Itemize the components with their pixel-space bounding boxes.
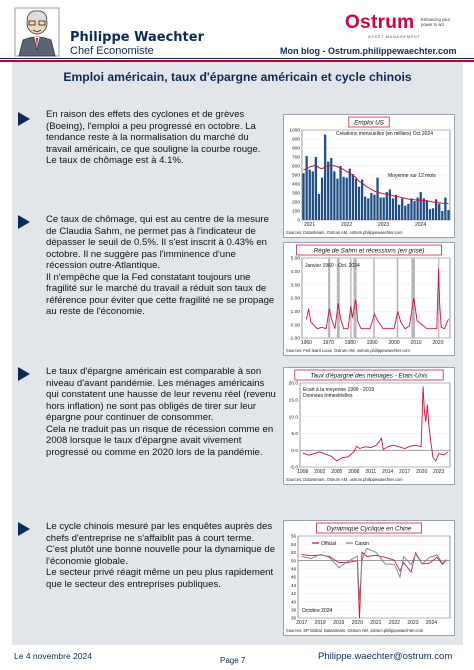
data-bar — [389, 189, 391, 220]
x-tick-label: 2017 — [296, 620, 308, 626]
x-tick-label: 2022 — [388, 620, 400, 626]
x-tick-label: 2024 — [425, 620, 438, 626]
y-tick-label: 4.00 — [290, 270, 300, 276]
y-tick-label: 100 — [291, 209, 300, 215]
data-bar — [327, 162, 329, 221]
x-tick-label: 1960 — [300, 340, 312, 346]
content-panel — [12, 62, 463, 645]
data-bar — [379, 198, 381, 221]
data-bar — [309, 170, 311, 220]
section-2-text — [46, 214, 276, 318]
y-tick-label: 900 — [291, 137, 300, 143]
y-tick-label: 200 — [291, 200, 300, 206]
chart-title: Règle de Sahm et récessions (en grisé) — [313, 247, 425, 255]
data-bar — [441, 211, 443, 220]
data-bar — [426, 200, 428, 220]
chart-source: Sources: Datastream, Ostrum AM, ostrum.philippewaechter.com — [286, 477, 403, 482]
section-1-text — [46, 109, 276, 167]
data-bar — [404, 206, 406, 220]
chart-source: Sources: Fed Saint Louis, Ostrum AM, ostrum.philippewaechter.com — [286, 348, 410, 353]
chart-title: Taux d'épargne des ménages - Etats-Unis — [310, 372, 428, 380]
y-tick-label: 54 — [290, 541, 296, 547]
y-tick-label: 38 — [290, 607, 296, 613]
y-tick-label: -1.00 — [289, 336, 300, 342]
y-tick-label: 52 — [290, 550, 296, 556]
y-tick-label: 800 — [291, 146, 300, 152]
data-bar — [407, 204, 409, 220]
data-bar — [364, 197, 366, 220]
data-bar — [358, 187, 360, 220]
y-tick-label: 400 — [291, 182, 300, 188]
section-1-para-1: En raison des effets des cyclones et de grèves (Boeing), l'emploi a peu progressé en octobre. La tendance reste à la normalisation du marché du travail américain, ce que souligne la courbe rouge. — [46, 109, 261, 155]
data-bar — [321, 178, 323, 220]
chart-sahm-rule — [283, 242, 455, 356]
data-bar — [339, 166, 341, 220]
bullet-arrow-icon — [18, 112, 30, 126]
section-4-para-1: Le cycle chinois mesuré par les enquêtes auprès des chefs d'entreprise ne s'affaiblit pas à court terme. — [46, 521, 273, 544]
x-tick-label: 2021 — [304, 222, 316, 228]
data-bar — [401, 198, 403, 220]
x-tick-label: 2002 — [314, 469, 326, 475]
section-3-text — [46, 366, 276, 458]
chart-china-cycle-svg — [284, 521, 454, 635]
y-tick-label: 5.00 — [290, 256, 300, 262]
chart-emploi-us-svg — [284, 115, 454, 237]
data-bar — [355, 179, 357, 220]
y-tick-label: 300 — [291, 191, 300, 197]
data-bar — [429, 209, 431, 220]
chart-annotation: Ecart à la moyenne 1999 - 2019 — [303, 387, 375, 393]
x-tick-label: 2020 — [416, 469, 428, 475]
data-bar — [342, 177, 344, 220]
y-tick-label: 600 — [291, 164, 300, 170]
y-tick-label: 0.00 — [290, 323, 300, 329]
data-bar — [383, 198, 385, 221]
y-tick-label: 20.0 — [288, 381, 298, 387]
data-bar — [330, 158, 332, 220]
chart-title: Dynamique Cyclique en Chine — [326, 525, 412, 533]
x-tick-label: 1970 — [322, 340, 334, 346]
author-role: Chef Economiste — [70, 45, 154, 57]
data-bar — [444, 198, 446, 221]
x-tick-label: 2017 — [399, 469, 411, 475]
author-avatar-icon — [14, 7, 60, 57]
y-tick-label: 0.0 — [291, 448, 298, 454]
y-tick-label: 0 — [297, 218, 300, 224]
data-bar — [432, 208, 434, 220]
chart-sahm-rule-svg — [284, 243, 454, 355]
data-bar — [410, 198, 412, 220]
section-3-para-2: Cela ne traduit pas un risque de récession comme en 2008 lorsque le taux d'épargne avait vivement progressé ou comme en 2020 lors de la pandémie. — [46, 423, 274, 458]
x-tick-label: 2021 — [370, 620, 382, 626]
data-bar — [361, 180, 363, 221]
x-tick-label: 2018 — [314, 620, 326, 626]
x-tick-label: 2024 — [415, 222, 427, 228]
header-divider — [0, 58, 474, 59]
footer-page-number: Page 7 — [220, 656, 246, 665]
data-bar — [413, 201, 415, 220]
data-bar — [315, 157, 317, 220]
x-tick-label: 2014 — [382, 469, 394, 475]
data-bar — [373, 195, 375, 220]
blog-link[interactable]: Mon blog - Ostrum.philippewaechter.com — [280, 46, 457, 56]
ostrum-logo-subtitle: ASSET MANAGEMENT — [368, 34, 421, 39]
x-tick-label: 2023 — [433, 469, 445, 475]
ostrum-tagline: Enhancing your power to act — [421, 17, 451, 27]
section-1-para-2: Le taux de chômage est à 4.1%. — [46, 155, 184, 166]
legend-label: Official — [321, 541, 337, 547]
chart-annotation: Moyenne sur 12 mois — [388, 173, 436, 179]
chart-emploi-us — [283, 114, 455, 238]
data-bar — [438, 204, 440, 220]
y-tick-label: 46 — [290, 574, 296, 580]
x-tick-label: 2022 — [341, 222, 353, 228]
data-bar — [420, 192, 422, 220]
x-tick-label: 2019 — [333, 620, 345, 626]
x-tick-label: 2005 — [331, 469, 343, 475]
data-bar — [324, 135, 326, 221]
y-tick-label: 1.00 — [290, 310, 300, 316]
footer-email[interactable]: Philippe.waechter@ostrum.com — [318, 651, 453, 662]
y-tick-label: 42 — [290, 591, 296, 597]
data-bar — [416, 198, 418, 221]
y-tick-label: 56 — [290, 533, 296, 539]
legend-label: Caixin — [355, 541, 369, 547]
data-bar — [336, 179, 338, 220]
data-bar — [352, 174, 354, 220]
data-bar — [312, 171, 314, 220]
x-tick-label: 2008 — [348, 469, 360, 475]
x-tick-label: 1980 — [344, 340, 356, 346]
data-bar — [423, 198, 425, 220]
y-tick-label: 15.0 — [288, 398, 298, 404]
data-bar — [346, 178, 348, 220]
section-4-para-2: C'est plutôt une bonne nouvelle pour la dynamique de l'économie globale. — [46, 544, 276, 567]
data-bar — [447, 210, 449, 220]
data-bar — [302, 173, 304, 220]
bullet-arrow-icon — [18, 367, 30, 381]
chart-source: Sources: SP Global, Datastream, Ostrum AM, ostrum.philippewaechter.com — [286, 628, 424, 633]
x-tick-label: 2010 — [410, 340, 422, 346]
x-tick-label: 2023 — [407, 620, 419, 626]
chart-china-cycle — [283, 520, 455, 636]
page-title: Emploi américain, taux d'épargne américain et cycle chinois — [63, 70, 412, 84]
data-bar — [376, 178, 378, 220]
y-tick-label: 700 — [291, 155, 300, 161]
x-tick-label: 2020 — [432, 340, 444, 346]
y-tick-label: 1000 — [289, 128, 300, 134]
chart-savings-rate — [283, 367, 455, 485]
chart-annotation: Créations mensuelles (en milliers) Oct 2024 — [336, 131, 433, 137]
y-tick-label: 2.00 — [290, 296, 300, 302]
data-bar — [305, 156, 307, 220]
y-tick-label: 36 — [290, 615, 296, 621]
x-tick-label: 1999 — [297, 469, 309, 475]
footer-date: Le 4 novembre 2024 — [14, 651, 92, 661]
data-bar — [398, 205, 400, 220]
ostrum-logo: Ostrum — [345, 12, 415, 33]
author-name: Philippe Waechter — [70, 30, 204, 45]
data-bar — [349, 169, 351, 220]
section-2-para-1: Ce taux de chômage, qui est au centre de la mesure de Claudia Sahm, ne permet pas à l'indicateur de dépasser le seuil de 0.5%. Il s'est inscrit à 0.43% en octobre. Il ne suggère pas l'imminence d'une récession outre-Atlantique. — [46, 214, 269, 271]
x-tick-label: 2000 — [388, 340, 400, 346]
chart-annotation: Données trimestrielles — [303, 393, 353, 399]
y-tick-label: 500 — [291, 173, 300, 179]
x-tick-label: 2023 — [378, 222, 390, 228]
x-tick-label: 2020 — [351, 620, 363, 626]
y-tick-label: 3.00 — [290, 283, 300, 289]
y-tick-label: 10.0 — [288, 415, 298, 421]
bullet-arrow-icon — [18, 215, 30, 229]
y-tick-label: 44 — [290, 582, 296, 588]
y-tick-label: -5.0 — [289, 465, 298, 471]
data-bar — [395, 195, 397, 220]
chart-annotation: Janvier 1960 - Oct. 2024 — [305, 263, 360, 269]
section-2-para-2: Il n'empêche que la Fed constatant toujours une fragilité sur le marché du travail a réduit son taux de référence pour éviter que cette fragilité ne se propage au reste de l'économie. — [46, 271, 275, 317]
data-bar — [333, 171, 335, 220]
data-bar — [318, 194, 320, 220]
y-tick-label: 40 — [290, 599, 296, 605]
section-3-para-1: Le taux d'épargne américain est comparable à son niveau d'avant pandémie. Les ménages américains qui constatent une hausse de leur revenu réel (revenu hors inflation) ne sont pas obligés de tirer sur leur épargne pour continuer de consommer. — [46, 366, 276, 423]
data-bar — [370, 193, 372, 220]
chart-source: Sources: Datastream, Ostrum AM, ostrum.philippewaechter.com — [286, 230, 403, 235]
x-tick-label: 2011 — [365, 469, 377, 475]
data-bar — [386, 192, 388, 220]
bullet-arrow-icon — [18, 522, 30, 536]
x-tick-label: 1990 — [366, 340, 378, 346]
section-4-text — [46, 521, 276, 590]
chart-title: Emploi US — [354, 119, 384, 127]
section-4-para-3: Le secteur privé réagit même un peu plus rapidement que le secteur des entreprises publiques. — [46, 567, 274, 590]
header — [0, 0, 474, 62]
y-tick-label: 5.0 — [291, 432, 298, 438]
chart-annotation: Octobre 2024 — [302, 608, 333, 614]
y-tick-label: 48 — [290, 566, 296, 572]
y-tick-label: 50 — [290, 558, 296, 564]
data-bar — [367, 198, 369, 220]
data-bar — [392, 198, 394, 220]
chart-savings-rate-svg — [284, 368, 454, 484]
